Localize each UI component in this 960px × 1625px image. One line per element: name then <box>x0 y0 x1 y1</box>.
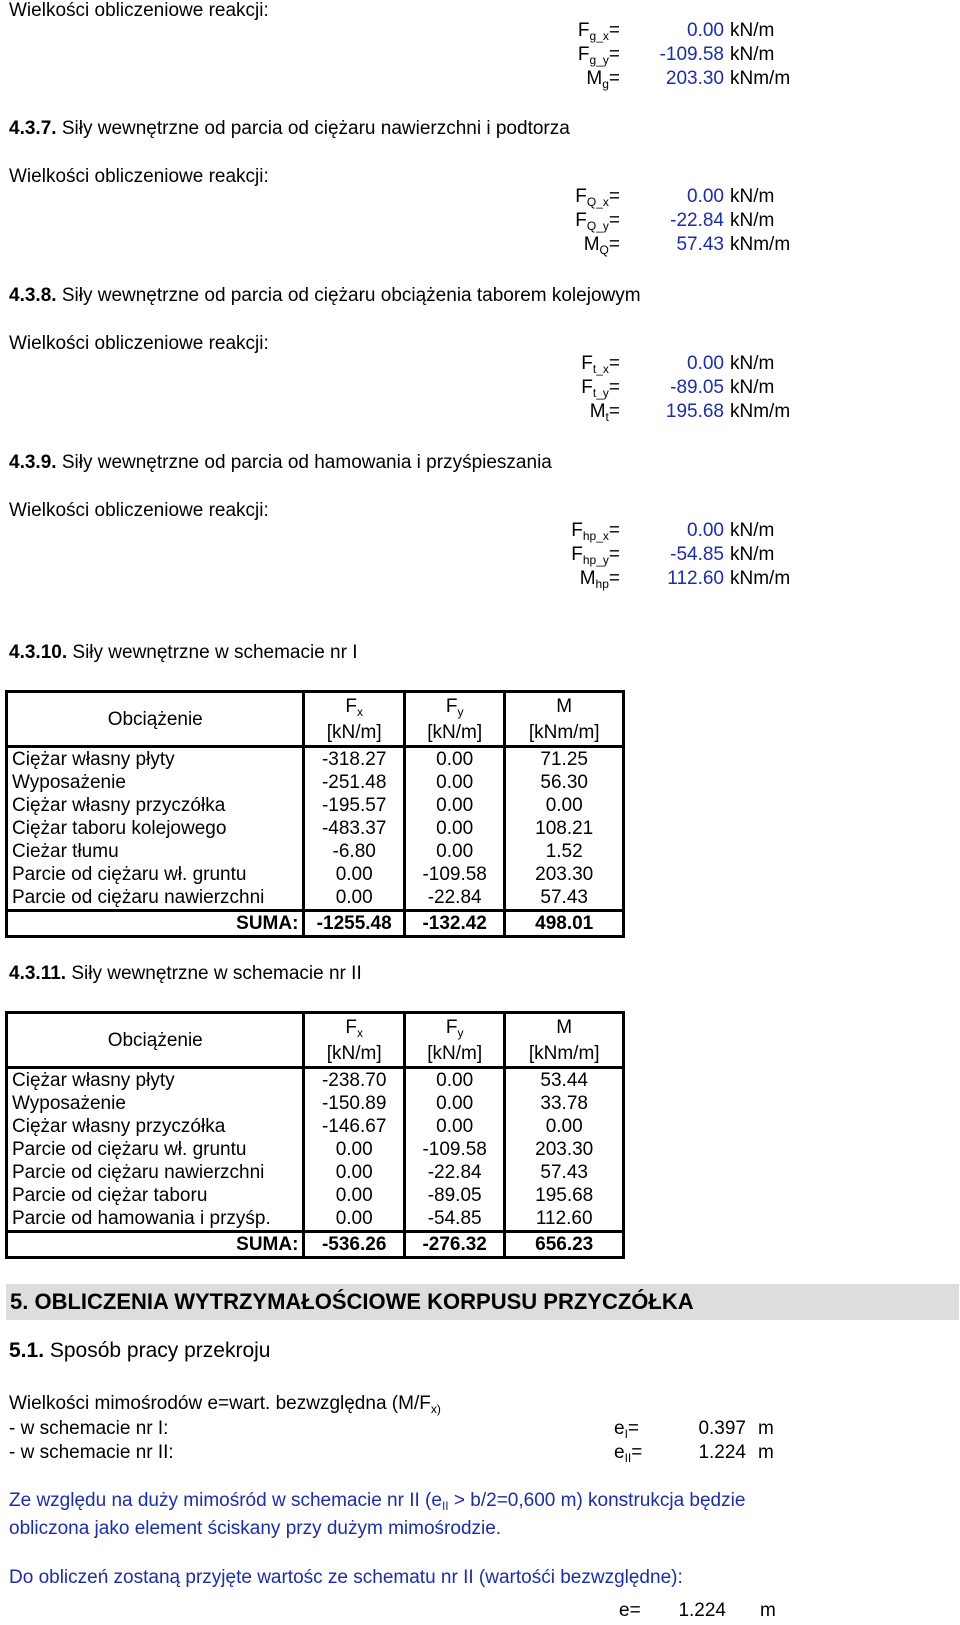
load-value: 0.00 <box>304 1138 404 1161</box>
load-value: 71.25 <box>505 747 624 772</box>
section-title: Siły wewnętrzne w schemacie nr II <box>71 963 362 984</box>
load-name: Parcie od ciężaru wł. gruntu <box>12 864 247 885</box>
reaction-symbol-label: $F_{hp\_x}=$ <box>571 520 620 543</box>
load-name: Ciężar własny płyty <box>12 1070 175 1091</box>
reaction-symbol: F <box>575 210 587 231</box>
reaction-unit: kN/m <box>730 186 775 207</box>
reaction-unit: kN/m <box>730 377 775 398</box>
column-header-symbol <box>404 692 504 720</box>
reaction-subscript: g_x <box>589 29 609 43</box>
load-value: 0.00 <box>404 794 504 817</box>
sum-label: SUMA: <box>7 1232 304 1258</box>
load-value: 57.43 <box>505 1161 624 1184</box>
reaction-symbol: F <box>571 544 583 565</box>
section-title: Siły wewnętrzne w schemacie nr I <box>72 642 358 663</box>
reaction-symbol: F <box>581 377 593 398</box>
reaction-symbol-label: $F_{Q\_y}=$ <box>575 210 620 233</box>
reaction-unit: kNm/m <box>730 68 791 89</box>
section-number: 4.3.9. <box>9 452 57 473</box>
load-value: -22.84 <box>404 886 504 911</box>
section-number: 4.3.11. <box>9 963 67 984</box>
load-value: 203.30 <box>505 863 624 886</box>
load-value: -89.05 <box>404 1184 504 1207</box>
reaction-value: -54.85 <box>670 544 724 565</box>
reaction-unit: kN/m <box>730 353 775 374</box>
reaction-value: 0.00 <box>687 520 724 541</box>
load-value: -109.58 <box>404 863 504 886</box>
reaction-unit: kN/m <box>730 544 775 565</box>
column-header-symbol <box>304 692 404 720</box>
load-value: 0.00 <box>505 1115 624 1138</box>
section-title: Siły wewnętrzne od parcia od hamowania i przyśpieszania <box>61 452 552 473</box>
reaction-symbol: M <box>586 68 603 89</box>
reaction-subscript: Q <box>599 243 609 257</box>
reaction-subscript: t_x <box>592 362 609 376</box>
column-header-symbol <box>304 1013 404 1041</box>
column-subscript: y <box>457 1025 464 1040</box>
reaction-symbol-label: $F_{g\_y}=$ <box>577 44 620 67</box>
column-unit: [kNm/m] <box>505 1040 624 1068</box>
reaction-subscript: g_y <box>589 53 609 67</box>
ecc-unit: m <box>758 1442 774 1463</box>
final-ecc-value: 1.224 <box>678 1600 726 1621</box>
reaction-value: -22.84 <box>670 210 724 231</box>
reactions-label: Wielkości obliczeniowe reakcji: <box>9 500 269 521</box>
section-number: 4.3.7. <box>9 118 57 139</box>
reaction-subscript: hp_y <box>582 553 609 567</box>
column-header-symbol <box>505 1013 624 1041</box>
load-value: 0.00 <box>304 886 404 911</box>
column-unit: [kN/m] <box>404 1040 504 1068</box>
load-value: 33.78 <box>505 1092 624 1115</box>
load-value: 57.43 <box>505 886 624 911</box>
load-name: Ciężar własny przyczółka <box>12 1116 226 1137</box>
section-title: Siły wewnętrzne od parcia od ciężaru nawierzchni i podtorza <box>61 118 570 139</box>
table-row <box>7 1092 624 1115</box>
table-row <box>7 747 624 772</box>
load-value: -238.70 <box>304 1068 404 1093</box>
column-header-symbol <box>404 1013 504 1041</box>
sum-value: -1255.48 <box>304 911 404 937</box>
reaction-unit: kNm/m <box>730 568 791 589</box>
final-ecc-unit: m <box>760 1600 776 1621</box>
reaction-subscript: Q_x <box>586 195 609 209</box>
load-value: 0.00 <box>404 747 504 772</box>
section-heading <box>9 642 358 664</box>
reaction-value: 57.43 <box>676 234 724 255</box>
load-value: 0.00 <box>304 1161 404 1184</box>
load-value: 108.21 <box>505 817 624 840</box>
section-heading <box>9 963 362 985</box>
forces-table <box>5 690 625 938</box>
table-row <box>7 1161 624 1184</box>
ecc-sym: e <box>614 1442 625 1463</box>
reaction-symbol: F <box>577 20 590 41</box>
column-symbol: M <box>556 695 573 717</box>
section-title: Siły wewnętrzne od parcia od ciężaru obciążenia taborem kolejowym <box>61 285 641 306</box>
section-number: 4.3.8. <box>9 285 57 306</box>
table-sum-row <box>7 1232 624 1258</box>
reaction-value: -89.05 <box>670 377 724 398</box>
scheme-label: - w schemacie nr I: <box>9 1418 169 1439</box>
sum-value: 498.01 <box>505 911 624 937</box>
load-value: 0.00 <box>505 794 624 817</box>
reaction-value: 112.60 <box>667 568 724 589</box>
ecc-symbol: $e_I=$ <box>614 1418 640 1441</box>
reaction-subscript: Q_y <box>586 219 609 233</box>
load-value: -6.80 <box>304 840 404 863</box>
subsection-title: Sposób pracy przekroju <box>49 1339 271 1362</box>
ecc-unit: m <box>758 1418 774 1439</box>
reaction-value: 0.00 <box>687 20 724 41</box>
load-value: 0.00 <box>404 771 504 794</box>
reaction-symbol-label: $F_{t\_y}=$ <box>581 377 620 400</box>
note-text: Ze względu na duży mimośród w schemacie nr II (e <box>9 1490 442 1511</box>
column-subscript: x <box>356 1025 363 1040</box>
column-unit: [kNm/m] <box>505 719 624 747</box>
reaction-value: 195.68 <box>665 401 724 422</box>
eccentricity-text: Wielkości mimośrodów e=wart. bezwzględna (M/F <box>9 1393 431 1414</box>
reaction-symbol: M <box>583 234 600 255</box>
section-heading <box>9 285 641 307</box>
table-row <box>7 1207 624 1232</box>
column-header-load: Obciążenie <box>7 1013 304 1068</box>
reaction-unit: kN/m <box>730 520 775 541</box>
load-value: 203.30 <box>505 1138 624 1161</box>
column-symbol: F <box>345 695 357 717</box>
load-value: 0.00 <box>404 1115 504 1138</box>
reaction-symbol-label: $M_g=$ <box>586 68 620 91</box>
sum-label: SUMA: <box>7 911 304 937</box>
ecc-symbol: $e_{II}=$ <box>614 1442 643 1465</box>
section-number: 4.3.10. <box>9 642 68 663</box>
load-value: 0.00 <box>404 817 504 840</box>
column-unit: [kN/m] <box>304 719 404 747</box>
reaction-unit: kNm/m <box>730 401 791 422</box>
reaction-symbol-label: $M_t=$ <box>589 401 620 424</box>
ecc-value: 0.397 <box>698 1418 746 1439</box>
reaction-unit: kN/m <box>730 20 775 41</box>
note-sub: II <box>441 1499 449 1513</box>
load-value: -483.37 <box>304 817 404 840</box>
column-symbol: F <box>445 695 458 717</box>
section-heading <box>9 452 552 474</box>
reaction-symbol: F <box>581 353 593 374</box>
column-header-symbol <box>505 692 624 720</box>
eccentricity-label <box>9 1393 441 1415</box>
reaction-symbol-label: $F_{hp\_y}=$ <box>571 544 620 567</box>
reaction-value: 203.30 <box>665 68 724 89</box>
table-row <box>7 1184 624 1207</box>
reaction-subscript: t <box>605 410 609 424</box>
reaction-unit: kN/m <box>730 210 775 231</box>
subsection-heading <box>9 1339 271 1363</box>
reaction-value: 0.00 <box>687 186 724 207</box>
load-value: -109.58 <box>404 1138 504 1161</box>
reaction-unit: kNm/m <box>730 234 791 255</box>
reaction-unit: kN/m <box>730 44 775 65</box>
reaction-symbol-label: $F_{g\_x}=$ <box>577 20 620 43</box>
table-row <box>7 817 624 840</box>
final-ecc-symbol: e= <box>619 1600 641 1621</box>
reactions-label: Wielkości obliczeniowe reakcji: <box>9 0 269 21</box>
reaction-symbol: F <box>575 186 587 207</box>
load-value: 112.60 <box>505 1207 624 1232</box>
note-text: > b/2=0,600 m) konstrukcja będzie <box>448 1490 746 1511</box>
reactions-label: Wielkości obliczeniowe reakcji: <box>9 333 269 354</box>
reaction-value: 0.00 <box>687 353 724 374</box>
load-value: 0.00 <box>404 1092 504 1115</box>
load-name: Cieżar tłumu <box>12 841 119 862</box>
subsection-number: 5.1. <box>9 1339 45 1362</box>
load-value: 0.00 <box>304 1207 404 1232</box>
load-name: Parcie od ciężaru wł. gruntu <box>12 1139 247 1160</box>
ecc-value: 1.224 <box>698 1442 746 1463</box>
note-line: Do obliczeń zostaną przyjęte wartośc ze schematu nr II (wartośći bezwzględne): <box>9 1567 683 1588</box>
load-name: Parcie od ciężaru nawierzchni <box>12 887 265 908</box>
load-value: 0.00 <box>404 840 504 863</box>
load-name: Wyposażenie <box>12 772 126 793</box>
table-row <box>7 1138 624 1161</box>
column-symbol: M <box>556 1016 573 1038</box>
load-value: 195.68 <box>505 1184 624 1207</box>
column-subscript: y <box>457 704 464 719</box>
final-ecc-sym: e <box>619 1600 630 1621</box>
reaction-subscript: g <box>602 77 609 91</box>
reaction-symbol: M <box>579 568 596 589</box>
table-row <box>7 863 624 886</box>
column-symbol: F <box>445 1016 458 1038</box>
table-row <box>7 771 624 794</box>
reaction-symbol: F <box>577 44 590 65</box>
sum-value: 656.23 <box>505 1232 624 1258</box>
load-name: Ciężar taboru kolejowego <box>12 818 227 839</box>
eccentricity-sub: x) <box>430 1402 441 1416</box>
load-value: -22.84 <box>404 1161 504 1184</box>
reaction-symbol: F <box>571 520 583 541</box>
ecc-sub: II <box>624 1451 632 1465</box>
table-row <box>7 840 624 863</box>
load-name: Ciężar własny płyty <box>12 749 175 770</box>
table-row <box>7 794 624 817</box>
load-value: -318.27 <box>304 747 404 772</box>
sum-value: -276.32 <box>404 1232 504 1258</box>
load-value: 0.00 <box>304 863 404 886</box>
load-value: 53.44 <box>505 1068 624 1093</box>
reaction-value: -109.58 <box>659 44 724 65</box>
load-name: Ciężar własny przyczółka <box>12 795 226 816</box>
load-name: Wyposażenie <box>12 1093 126 1114</box>
reaction-symbol-label: $M_{hp}=$ <box>579 568 620 591</box>
note-line: obliczona jako element ściskany przy dużym mimośrodzie. <box>9 1518 502 1539</box>
table-row <box>7 1068 624 1093</box>
load-value: 0.00 <box>404 1068 504 1093</box>
reaction-subscript: hp <box>595 577 609 591</box>
reaction-subscript: hp_x <box>582 529 609 543</box>
scheme-label: - w schemacie nr II: <box>9 1442 174 1463</box>
table-header-row <box>7 1013 624 1041</box>
load-value: 0.00 <box>304 1184 404 1207</box>
load-value: -150.89 <box>304 1092 404 1115</box>
reactions-label: Wielkości obliczeniowe reakcji: <box>9 166 269 187</box>
ecc-sub: I <box>624 1427 628 1441</box>
table-row <box>7 1115 624 1138</box>
load-value: -54.85 <box>404 1207 504 1232</box>
section-heading <box>9 118 570 140</box>
reaction-symbol-label: $M_Q=$ <box>583 234 620 257</box>
load-value: -251.48 <box>304 771 404 794</box>
section5-title: 5. OBLICZENIA WYTRZYMAŁOŚCIOWE KORPUSU PRZYCZÓŁKA <box>6 1284 959 1320</box>
table-row <box>7 886 624 911</box>
note-line <box>9 1490 745 1512</box>
column-header-load: Obciążenie <box>7 692 304 747</box>
table-sum-row <box>7 911 624 937</box>
reaction-symbol-label: $F_{t\_x}=$ <box>581 353 620 376</box>
load-value: -195.57 <box>304 794 404 817</box>
forces-table <box>5 1011 625 1259</box>
load-value: 1.52 <box>505 840 624 863</box>
sum-value: -536.26 <box>304 1232 404 1258</box>
sum-value: -132.42 <box>404 911 504 937</box>
table-header-row <box>7 692 624 720</box>
load-value: -146.67 <box>304 1115 404 1138</box>
reaction-subscript: t_y <box>592 386 609 400</box>
load-name: Parcie od ciężar taboru <box>12 1185 208 1206</box>
load-value: 56.30 <box>505 771 624 794</box>
column-subscript: x <box>356 704 363 719</box>
column-unit: [kN/m] <box>304 1040 404 1068</box>
ecc-sym: e <box>614 1418 625 1439</box>
reaction-symbol: M <box>589 401 606 422</box>
load-name: Parcie od ciężaru nawierzchni <box>12 1162 265 1183</box>
reaction-symbol-label: $F_{Q\_x}=$ <box>575 186 620 209</box>
column-unit: [kN/m] <box>404 719 504 747</box>
column-symbol: F <box>345 1016 357 1038</box>
load-name: Parcie od hamowania i przyśp. <box>12 1208 271 1229</box>
